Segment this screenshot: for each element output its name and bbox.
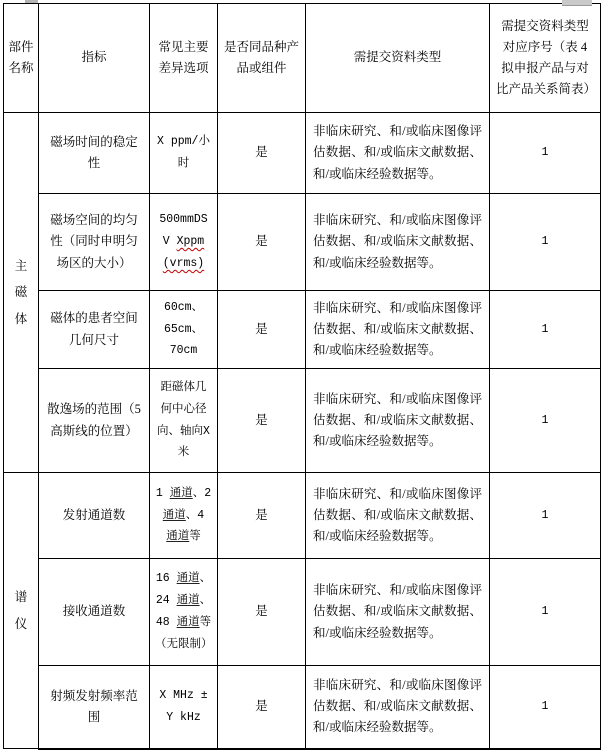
materials-seq-cell: 1: [490, 113, 601, 194]
materials-type-cell: 非临床研究、和/或临床图像评估数据、和/或临床文献数据、和/或临床经验数据等。: [306, 473, 490, 559]
diff-text-flagged-segment: 通道: [176, 572, 200, 586]
table-row: [4, 113, 601, 194]
diff-text-segment: 距磁体几何中心径向、轴向X米: [157, 380, 210, 460]
diff-text-segment: 、4: [185, 508, 205, 522]
diff-options-cell: [150, 194, 218, 291]
header-cell-indicator: 指标: [39, 4, 150, 113]
diff-text-segment: 等（无限制）: [155, 616, 213, 651]
component-name-vertical-label: 谱仪: [14, 590, 28, 631]
indicator-cell: 磁场空间的均匀性（同时申明匀场区的大小）: [39, 194, 150, 291]
header-cell-part-name: 部件名称: [4, 4, 39, 113]
same-type-cell: 是: [218, 559, 306, 666]
component-name-vertical-label: 主磁体: [14, 259, 28, 326]
header-cell-material-type: 需提交资料类型: [306, 4, 490, 113]
indicator-cell: 发射通道数: [39, 473, 150, 559]
materials-type-cell: 非临床研究、和/或临床图像评估数据、和/或临床文献数据、和/或临床经验数据等。: [306, 559, 490, 666]
component-name-cell: [4, 113, 39, 473]
screenshot-edge-artifact-right: [562, 0, 592, 6]
diff-text-segment: 500mmDS: [159, 213, 208, 227]
indicator-cell: 磁体的患者空间几何尺寸: [39, 291, 150, 369]
materials-seq-cell: 1: [490, 291, 601, 369]
diff-text-segment: 、48: [155, 594, 212, 629]
same-type-cell: 是: [218, 666, 306, 749]
diff-text-segment: X MHz ± Y kHz: [159, 688, 208, 724]
diff-text-segment: X ppm/小时: [157, 135, 210, 170]
materials-seq-cell: 1: [490, 369, 601, 473]
diff-options-cell: [150, 559, 218, 666]
diff-text-flagged-segment: 通道: [176, 616, 200, 629]
diff-text-flagged-segment: 通道: [166, 530, 190, 544]
diff-text-segment: 60cm、: [163, 300, 204, 314]
diff-text-flagged-segment: 通道: [169, 486, 193, 500]
header-row: [4, 4, 601, 113]
header-cell-material-seq: 需提交资料类型对应序号（表 4 拟申报产品与对比产品关系简表）: [490, 4, 601, 113]
table-row: [4, 473, 601, 559]
materials-type-cell: 非临床研究、和/或临床图像评估数据、和/或临床文献数据、和/或临床经验数据等。: [306, 291, 490, 369]
diff-options-cell: [150, 291, 218, 369]
same-type-cell: 是: [218, 473, 306, 559]
screenshot-edge-artifact-left: [25, 0, 38, 3]
diff-text-flagged-segment: (vrms): [162, 256, 205, 270]
diff-text-segment: 70cm: [169, 344, 198, 358]
table-row: [4, 194, 601, 291]
diff-text-segment: 65cm、: [163, 322, 204, 336]
materials-seq-cell: 1: [490, 559, 601, 666]
table-row: [4, 666, 601, 749]
same-type-cell: 是: [218, 369, 306, 473]
component-name-cell: [4, 473, 39, 749]
diff-text-flagged-segment: 通道: [162, 508, 186, 522]
indicator-cell: 磁场时间的稳定性: [39, 113, 150, 194]
table-row: [4, 291, 601, 369]
table-row: [4, 369, 601, 473]
materials-type-cell: 非临床研究、和/或临床图像评估数据、和/或临床文献数据、和/或临床经验数据等。: [306, 113, 490, 194]
materials-type-cell: 非临床研究、和/或临床图像评估数据、和/或临床文献数据、和/或临床经验数据等。: [306, 369, 490, 473]
header-cell-diff-options: 常见主要差异选项: [150, 4, 218, 113]
diff-options-cell: [150, 369, 218, 473]
indicator-cell: 散逸场的范围（5 高斯线的位置）: [39, 369, 150, 473]
diff-text-segment: V: [162, 235, 177, 249]
materials-seq-cell: 1: [490, 666, 601, 749]
diff-text-segment: 16: [155, 572, 177, 586]
materials-type-cell: 非临床研究、和/或临床图像评估数据、和/或临床文献数据、和/或临床经验数据等。: [306, 666, 490, 749]
diff-options-cell: [150, 473, 218, 559]
diff-text-segment: 、24: [155, 572, 212, 608]
diff-text-segment: 等: [189, 530, 201, 544]
header-cell-same-type: 是否同品种产品或组件: [218, 4, 306, 113]
diff-text-flagged-segment: Xppm: [176, 235, 205, 249]
diff-options-cell: [150, 666, 218, 749]
materials-seq-cell: 1: [490, 473, 601, 559]
same-type-cell: 是: [218, 113, 306, 194]
diff-options-cell: [150, 113, 218, 194]
diff-text-segment: 、2: [192, 486, 212, 500]
same-type-cell: 是: [218, 291, 306, 369]
diff-text-segment: 1: [155, 486, 170, 500]
indicator-cell: 接收通道数: [39, 559, 150, 666]
table-row: [4, 559, 601, 666]
indicator-cell: 射频发射频率范围: [39, 666, 150, 749]
diff-text-flagged-segment: 通道: [176, 594, 200, 608]
same-type-cell: 是: [218, 194, 306, 291]
materials-seq-cell: 1: [490, 194, 601, 291]
comparison-requirements-table: [3, 3, 601, 750]
materials-type-cell: 非临床研究、和/或临床图像评估数据、和/或临床文献数据、和/或临床经验数据等。: [306, 194, 490, 291]
